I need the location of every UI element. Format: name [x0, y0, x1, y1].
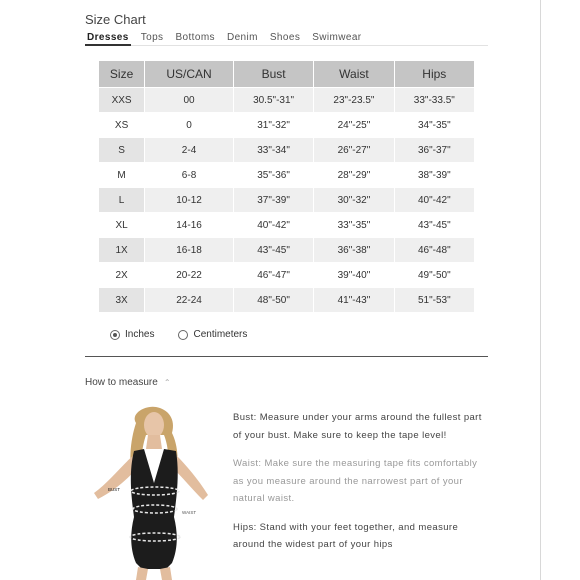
tab-denim[interactable]: Denim — [226, 32, 258, 43]
inches-label: Inches — [125, 329, 155, 340]
table-cell: 23"-23.5" — [314, 88, 393, 112]
table-cell: 2-4 — [145, 138, 233, 162]
waist-instruction: Waist: Make sure the measuring tape fits comfortably as you measure around the narrowest part of your natural waist. — [233, 458, 478, 504]
radio-selected-icon — [110, 330, 120, 340]
table-cell: 39"-40" — [314, 263, 393, 287]
table-cell: 26"-27" — [314, 138, 393, 162]
section-divider — [85, 356, 488, 357]
tab-tops[interactable]: Tops — [140, 32, 164, 43]
table-cell: 51"-53" — [395, 288, 474, 312]
waist-figure-label: WAIST — [182, 510, 197, 515]
size-table — [98, 60, 475, 313]
chevron-up-icon: ⌃ — [163, 378, 171, 387]
column-header-waist: Waist — [314, 61, 393, 87]
table-cell: 24"-25" — [314, 113, 393, 137]
table-cell: 22-24 — [145, 288, 233, 312]
inches-radio[interactable] — [110, 329, 154, 340]
table-cell: 43"-45" — [234, 238, 313, 262]
table-cell: 40"-42" — [234, 213, 313, 237]
page-title: Size Chart — [85, 12, 146, 27]
table-cell: 46"-48" — [395, 238, 474, 262]
centimeters-radio[interactable] — [178, 329, 247, 340]
table-cell: 16-18 — [145, 238, 233, 262]
table-cell: 49"-50" — [395, 263, 474, 287]
table-row — [99, 263, 474, 287]
table-header-row — [99, 61, 474, 87]
table-cell: 3X — [99, 288, 144, 312]
tab-shoes[interactable]: Shoes — [269, 32, 301, 43]
radio-unselected-icon — [178, 330, 188, 340]
table-cell: 1X — [99, 238, 144, 262]
table-cell: XS — [99, 113, 144, 137]
table-row — [99, 138, 474, 162]
table-cell: 48"-50" — [234, 288, 313, 312]
table-cell: 43"-45" — [395, 213, 474, 237]
table-cell: 46"-47" — [234, 263, 313, 287]
table-cell: 00 — [145, 88, 233, 112]
table-row — [99, 88, 474, 112]
model-figure-image — [86, 405, 218, 580]
table-row — [99, 238, 474, 262]
table-row — [99, 188, 474, 212]
table-cell: S — [99, 138, 144, 162]
page-edge-rule — [540, 0, 541, 580]
table-cell: 33"-33.5" — [395, 88, 474, 112]
table-cell: 31"-32" — [234, 113, 313, 137]
table-cell: XXS — [99, 88, 144, 112]
column-header-us-can: US/CAN — [145, 61, 233, 87]
table-cell: 41"-43" — [314, 288, 393, 312]
how-to-measure-label: How to measure — [85, 377, 158, 388]
bust-figure-label: BUST — [108, 487, 121, 492]
table-cell: 38"-39" — [395, 163, 474, 187]
table-cell: 6-8 — [145, 163, 233, 187]
table-row — [99, 163, 474, 187]
measure-instructions — [233, 409, 483, 565]
table-cell: 36"-38" — [314, 238, 393, 262]
table-cell: 36"-37" — [395, 138, 474, 162]
column-header-hips: Hips — [395, 61, 474, 87]
table-cell: 33"-35" — [314, 213, 393, 237]
table-cell: 2X — [99, 263, 144, 287]
table-row — [99, 113, 474, 137]
table-cell: 0 — [145, 113, 233, 137]
bust-instruction: Bust: Measure under your arms around the fullest part of your bust. Make sure to keep the tape level! — [233, 412, 482, 441]
table-cell: XL — [99, 213, 144, 237]
table-cell: 33"-34" — [234, 138, 313, 162]
unit-selector — [110, 329, 247, 340]
table-cell: 30"-32" — [314, 188, 393, 212]
centimeters-label: Centimeters — [193, 329, 248, 340]
hips-instruction: Hips: Stand with your feet together, and measure around the widest part of your hips — [233, 521, 459, 550]
tab-dresses[interactable]: Dresses — [85, 32, 131, 46]
table-cell: 37"-39" — [234, 188, 313, 212]
table-cell: 28"-29" — [314, 163, 393, 187]
column-header-size: Size — [99, 61, 144, 87]
table-cell: 20-22 — [145, 263, 233, 287]
table-cell: 30.5"-31" — [234, 88, 313, 112]
category-tabs — [85, 32, 488, 46]
table-row — [99, 288, 474, 312]
table-cell: 10-12 — [145, 188, 233, 212]
table-row — [99, 213, 474, 237]
how-to-measure-toggle[interactable] — [85, 377, 171, 388]
table-cell: M — [99, 163, 144, 187]
table-cell: 34"-35" — [395, 113, 474, 137]
table-cell: 14-16 — [145, 213, 233, 237]
table-cell: 35"-36" — [234, 163, 313, 187]
tab-bottoms[interactable]: Bottoms — [175, 32, 215, 43]
table-cell: L — [99, 188, 144, 212]
tab-swimwear[interactable]: Swimwear — [312, 32, 362, 43]
column-header-bust: Bust — [234, 61, 313, 87]
table-cell: 40"-42" — [395, 188, 474, 212]
